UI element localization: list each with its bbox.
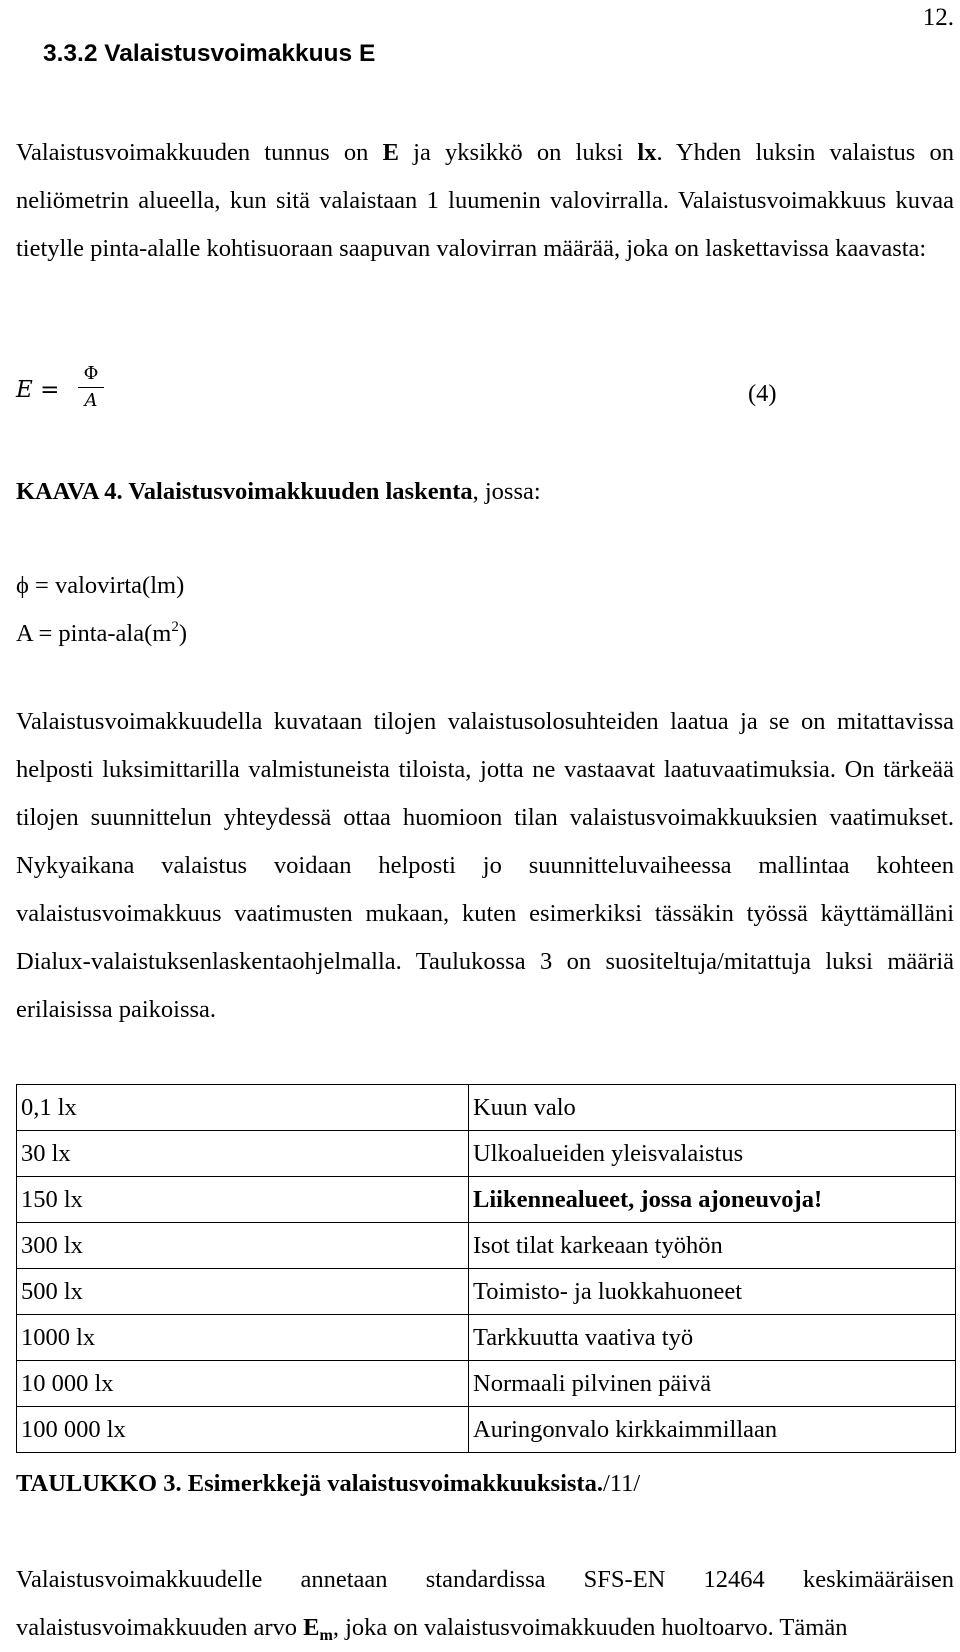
formula-fraction (76, 363, 106, 412)
lux-cell: 30 lx (17, 1131, 469, 1177)
lux-cell: 10 000 lx (17, 1361, 469, 1407)
description-cell: Toimisto- ja luokkahuoneet (469, 1269, 956, 1315)
variable-area-text: A = pinta-ala(m (16, 620, 172, 647)
formula-numerator: Φ (83, 363, 99, 384)
symbol-em: E (303, 1614, 320, 1641)
description-cell: Liikennealueet, jossa ajoneuvoja! (469, 1177, 956, 1223)
table-row (17, 1361, 956, 1407)
table-caption (16, 1470, 640, 1498)
unit-lx: lx (637, 139, 657, 166)
equation-number: (4) (748, 380, 777, 407)
section-heading: 3.3.2 Valaistusvoimakkuus E (43, 40, 376, 67)
table-row (17, 1223, 956, 1269)
description-cell: Isot tilat karkeaan työhön (469, 1223, 956, 1269)
paragraph-intro-text: Valaistusvoimakkuuden tunnus on (16, 139, 383, 166)
variable-area-close: ) (178, 620, 187, 647)
paragraph-intro-text: ja yksikkö on luksi (398, 139, 638, 166)
lux-cell: 0,1 lx (17, 1085, 469, 1131)
paragraph-body: Valaistusvoimakkuudella kuvataan tilojen valaistusolosuhteiden laatua ja se on mitattavissa helposti luksimittarilla valmistuneista tiloista, jotta ne vastaavat laatuvaatimuksia. On tärkeää tilojen suunnittelun yhteydessä ottaa huomioon tilan valaistusvoimakkuuksien vaatimukset. Nykyaikana valaistus voidaan helposti jo suunnitteluvaiheessa mallintaa kohteen valaistusvoimakkuus vaatimusten mukaan, kuten esimerkiksi tässäkin työssä käyttämälläni Dialux-valaistuksenlaskentaohjelmalla. Taulukossa 3 on suositeltuja/mitattuja luksi määriä erilaisissa paikoissa. (16, 708, 954, 1023)
table-row (17, 1269, 956, 1315)
variable-phi: ϕ = valovirta(lm) (16, 572, 185, 599)
formula-caption-rest: , jossa: (472, 478, 541, 505)
table-row (17, 1177, 956, 1223)
paragraph-intro-text: . Yhden luksin valaistus on neliömetrin alueella, kun sitä valaistaan 1 luumenin valovirralla. Valaistusvoimakkuus kuvaa tietylle pinta-alalle kohtisuoraan saapuvan valovirran määrää, joka on laskettavissa kaavasta: (16, 139, 955, 262)
formula-caption (16, 478, 541, 506)
table-row (17, 1315, 956, 1361)
lux-cell: 300 lx (17, 1223, 469, 1269)
lux-cell: 100 000 lx (17, 1407, 469, 1453)
table-row (17, 1131, 956, 1177)
paragraph-intro (16, 129, 954, 273)
subscript-m: m (319, 1627, 333, 1644)
lux-cell: 1000 lx (17, 1315, 469, 1361)
illuminance-table (16, 1084, 956, 1453)
table-caption-reference: /11/ (602, 1470, 641, 1497)
formula-caption-title: KAAVA 4. Valaistusvoimakkuuden laskenta (16, 478, 473, 505)
description-cell: Tarkkuutta vaativa työ (469, 1315, 956, 1361)
formula-denominator: A (84, 390, 98, 411)
paragraph-closing (16, 1556, 954, 1652)
description-cell: Auringonvalo kirkkaimmillaan (469, 1407, 956, 1453)
description-cell: Normaali pilvinen päivä (469, 1361, 956, 1407)
paragraph-closing-text: , joka on valaistusvoimakkuuden huoltoarvo. Tämän (332, 1614, 848, 1641)
variable-area (16, 620, 187, 648)
description-cell: Ulkoalueiden yleisvalaistus (469, 1131, 956, 1177)
symbol-e: E (382, 139, 399, 166)
table-row (17, 1085, 956, 1131)
paragraph-closing-text: Valaistusvoimakkuudelle annetaan standardissa SFS-EN 12464 keskimääräisen valaistusvoimakkuuden arvo (16, 1566, 954, 1641)
description-cell: Kuun valo (469, 1085, 956, 1131)
formula-lhs: E = (16, 377, 60, 403)
table-row (17, 1407, 956, 1453)
table-caption-title: TAULUKKO 3. Esimerkkejä valaistusvoimakkuuksista. (16, 1470, 603, 1497)
superscript-2: 2 (171, 619, 179, 635)
lux-cell: 150 lx (17, 1177, 469, 1223)
page-number: 12. (922, 4, 954, 31)
lux-cell: 500 lx (17, 1269, 469, 1315)
fraction-bar (78, 387, 104, 388)
